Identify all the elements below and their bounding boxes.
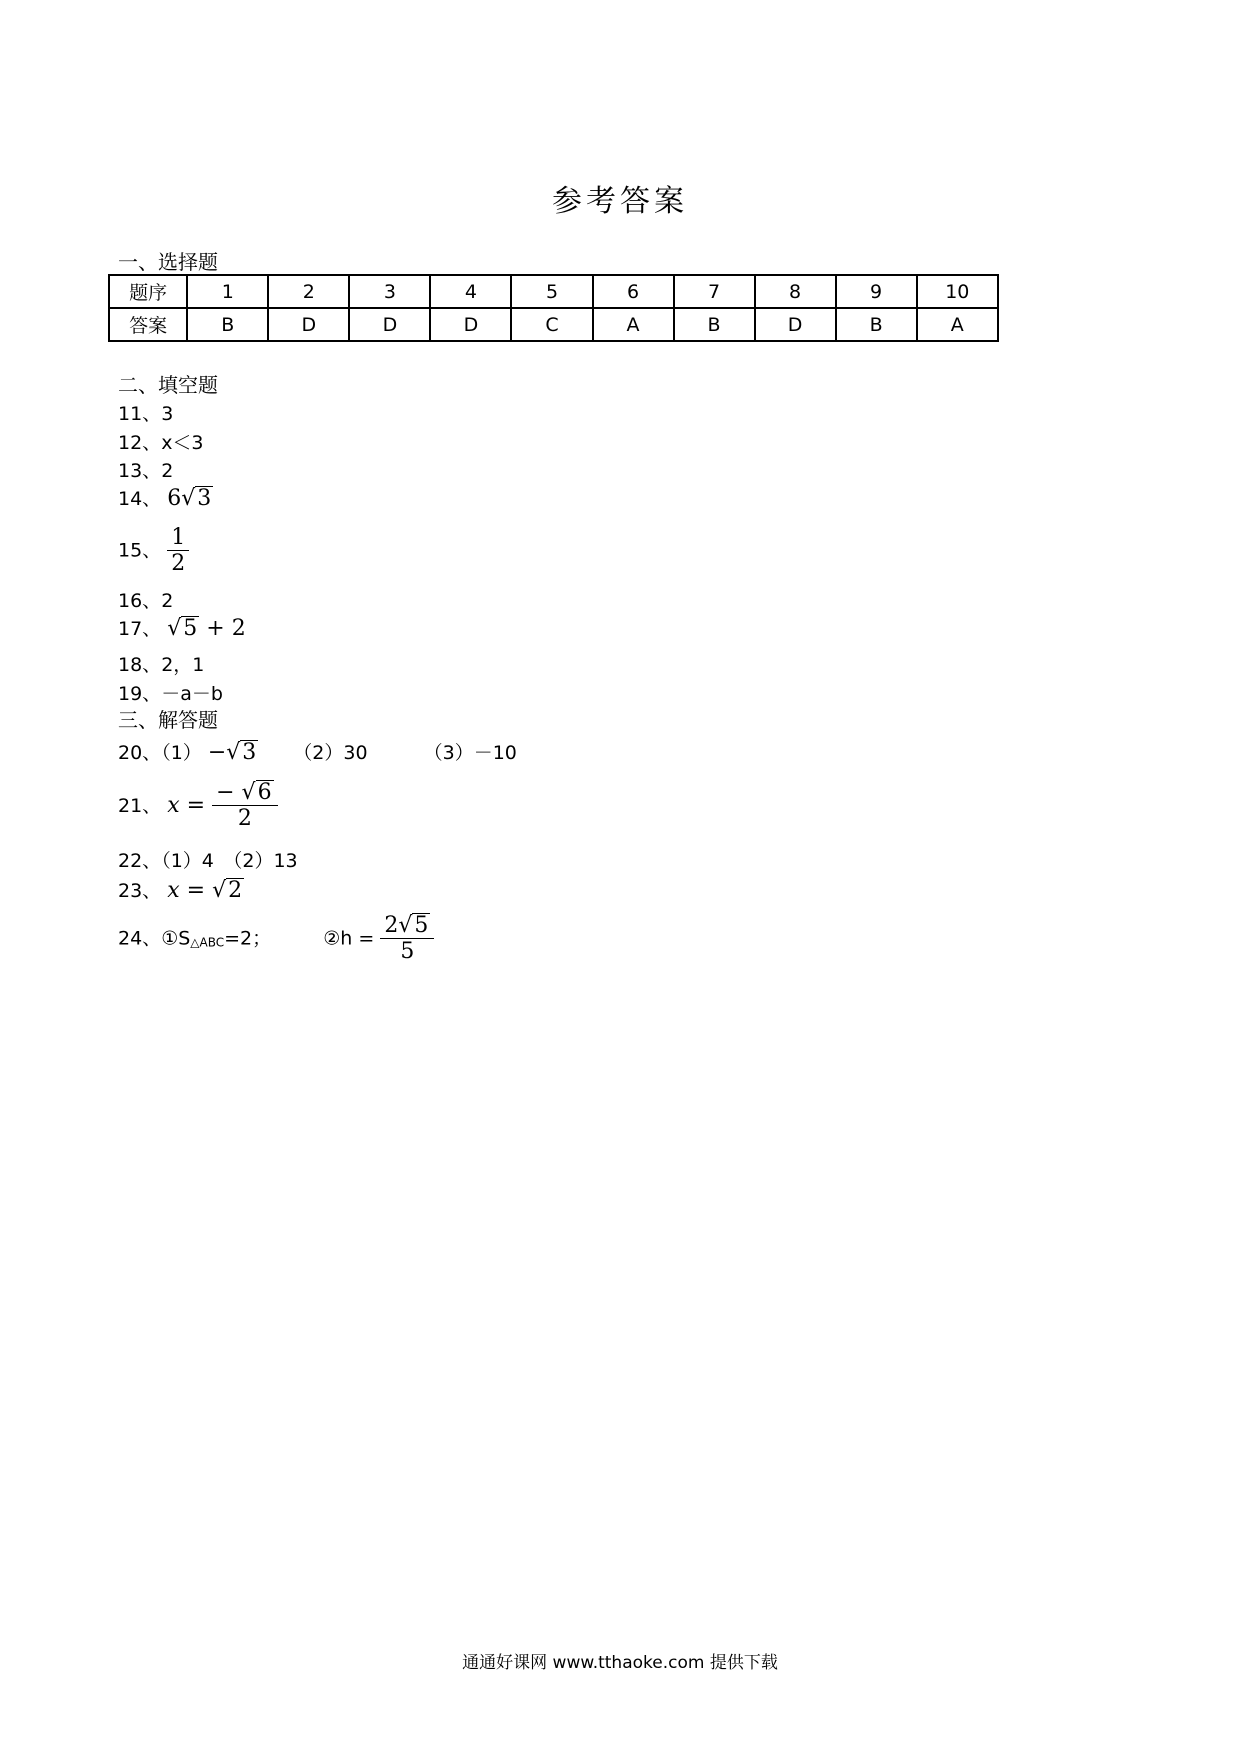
numerator xyxy=(380,913,434,938)
part-1-suffix: =2； xyxy=(224,927,272,950)
expression-rest: + 2 xyxy=(206,616,246,641)
answer-24 xyxy=(118,913,434,965)
answer-value: （1）4 （2）13 xyxy=(161,850,298,872)
math-expression xyxy=(167,878,244,903)
answer-label: 11、 xyxy=(118,403,162,425)
row-header-answers: 答案 xyxy=(109,308,187,341)
answer-20 xyxy=(118,738,517,765)
denominator: 5 xyxy=(400,939,415,965)
answer-label: 24、 xyxy=(118,927,162,950)
answer-label: 20、 xyxy=(118,742,162,764)
math-expression xyxy=(208,740,265,765)
answer-cell: D xyxy=(349,308,430,341)
answer-13 xyxy=(118,456,173,483)
answer-label: 13、 xyxy=(118,460,162,482)
radicand: 6 xyxy=(257,780,272,805)
answer-label: 22、 xyxy=(118,850,162,872)
variable: x xyxy=(167,792,180,818)
radicand: 5 xyxy=(183,616,198,641)
variable: x xyxy=(167,878,180,903)
radicand: 3 xyxy=(242,740,257,765)
answer-19 xyxy=(118,679,223,706)
minus-sign: − xyxy=(207,740,227,765)
square-root: √3 xyxy=(181,486,212,511)
answer-label: 16、 xyxy=(118,590,162,612)
section-heading-solve: 三、解答题 xyxy=(118,708,218,732)
answer-cell: A xyxy=(593,308,674,341)
section-heading-choice: 一、选择题 xyxy=(118,250,218,274)
question-number: 10 xyxy=(917,275,998,308)
section-heading-fill: 二、填空题 xyxy=(118,373,218,397)
square-root: √5 xyxy=(167,616,198,641)
minus-sign: − xyxy=(216,780,235,805)
part-1-label: （1） xyxy=(161,742,202,764)
equals-sign: = xyxy=(186,878,206,903)
fraction xyxy=(212,780,277,832)
answer-label: 14、 xyxy=(118,488,162,510)
answer-12 xyxy=(118,428,204,455)
question-number: 6 xyxy=(593,275,674,308)
answer-label: 12、 xyxy=(118,432,162,454)
denominator: 2 xyxy=(171,551,186,577)
answer-value: x＜3 xyxy=(161,432,204,454)
math-expression xyxy=(167,486,213,511)
fraction xyxy=(167,525,189,577)
answer-value: 2 xyxy=(161,590,174,612)
square-root: √6 xyxy=(241,780,272,805)
radicand: 5 xyxy=(414,913,429,938)
page-title: 参考答案 xyxy=(552,184,688,219)
numerator xyxy=(212,780,277,805)
question-number: 1 xyxy=(187,275,268,308)
answer-label: 15、 xyxy=(118,539,162,562)
triangle-subscript: △ABC xyxy=(190,935,225,950)
answer-value: 3 xyxy=(161,403,174,425)
numerator: 1 xyxy=(171,525,186,550)
answer-table xyxy=(108,274,999,342)
answer-cell: D xyxy=(268,308,349,341)
answer-label: 21、 xyxy=(118,794,162,817)
answer-15 xyxy=(118,525,189,577)
answer-cell: D xyxy=(430,308,511,341)
answer-cell: B xyxy=(187,308,268,341)
answer-value: －a－b xyxy=(161,683,223,705)
question-number: 9 xyxy=(836,275,917,308)
coefficient: 6 xyxy=(167,486,182,511)
square-root: √2 xyxy=(212,878,243,903)
answer-value: 2，1 xyxy=(161,654,205,676)
part-2-prefix: ②h = xyxy=(323,927,375,950)
coefficient: 2 xyxy=(384,913,399,938)
answer-cell: A xyxy=(917,308,998,341)
square-root: √5 xyxy=(398,913,429,938)
answer-14 xyxy=(118,484,213,511)
part-3: （3）－10 xyxy=(423,742,517,764)
part-2: （2）30 xyxy=(293,742,368,764)
equals-sign: = xyxy=(186,792,206,818)
answer-label: 19、 xyxy=(118,683,162,705)
radicand: 2 xyxy=(228,878,243,903)
answer-22 xyxy=(118,846,298,873)
question-number: 7 xyxy=(674,275,755,308)
answer-cell: C xyxy=(511,308,592,341)
part-1-prefix: ①S xyxy=(161,927,191,950)
answer-11 xyxy=(118,399,173,426)
math-expression xyxy=(167,780,277,832)
answer-cell: B xyxy=(836,308,917,341)
answer-label: 18、 xyxy=(118,654,162,676)
answer-value: 2 xyxy=(161,460,174,482)
square-root: √3 xyxy=(226,740,257,765)
answer-21 xyxy=(118,780,278,832)
answer-18 xyxy=(118,650,204,677)
question-number: 8 xyxy=(755,275,836,308)
fraction xyxy=(380,913,434,965)
question-number: 2 xyxy=(268,275,349,308)
question-number: 5 xyxy=(511,275,592,308)
footer-text: 通通好课网 www.tthaoke.com 提供下载 xyxy=(462,1653,778,1673)
row-header-questions: 题序 xyxy=(109,275,187,308)
table-row-questions xyxy=(109,275,998,308)
answer-23 xyxy=(118,876,244,903)
math-expression xyxy=(167,616,245,641)
answer-17 xyxy=(118,614,246,641)
question-number: 3 xyxy=(349,275,430,308)
denominator: 2 xyxy=(237,806,252,832)
radicand: 3 xyxy=(197,486,212,511)
answer-16 xyxy=(118,586,173,613)
answer-cell: D xyxy=(755,308,836,341)
answer-cell: B xyxy=(674,308,755,341)
answer-label: 17、 xyxy=(118,618,162,640)
question-number: 4 xyxy=(430,275,511,308)
answer-label: 23、 xyxy=(118,880,162,902)
table-row-answers xyxy=(109,308,998,341)
